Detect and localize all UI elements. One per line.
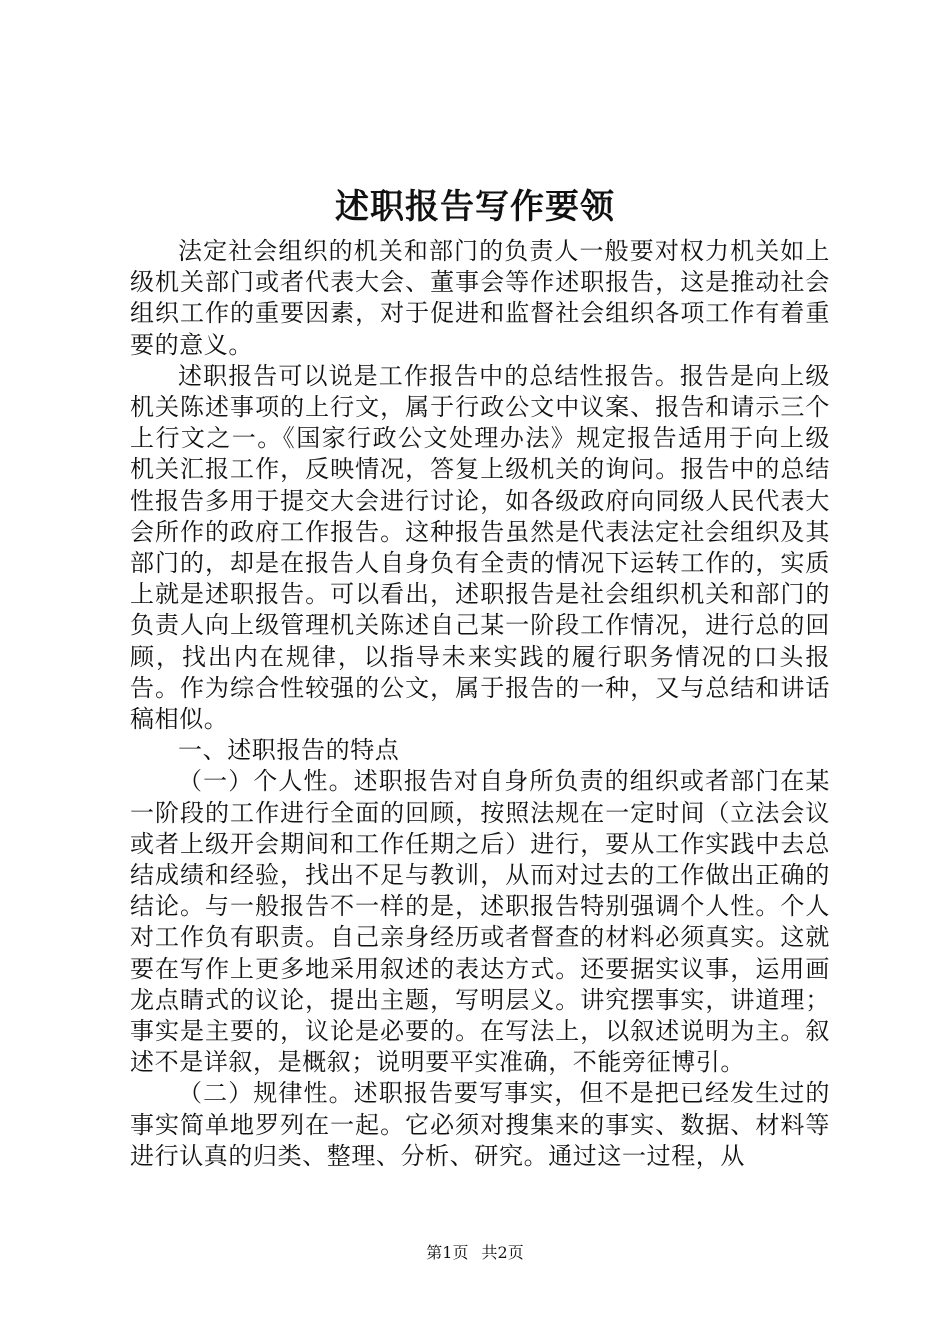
document-title: 述职报告写作要领	[335, 187, 615, 227]
section-heading-features: 一、述职报告的特点	[178, 736, 400, 765]
paragraph-intro: 法定社会组织的机关和部门的负责人一般要对权力机关如上级机关部门或者代表大会、董事会等作述职报告，这是推动社会组织工作的重要因素，对于促进和监督社会组织各项工作有着重要的意义。	[130, 237, 830, 359]
page-total: 共2页	[481, 1243, 524, 1262]
paragraph-personal: （一）个人性。述职报告对自身所负责的组织或者部门在某一阶段的工作进行全面的回顾，按照法规在一定时间（立法会议或者上级开会期间和工作任期之后）进行，要从工作实践中去总结成绩和经验，找出不足与教训，从而对过去的工作做出正确的结论。与一般报告不一样的是，述职报告特别强调个人性。个人对工作负有职责。自己亲身经历或者督查的材料必须真实。这就要在写作上更多地采用叙述的表达方式。还要据实议事，运用画龙点睛式的议论，提出主题，写明层义。讲究摆事实，讲道理；事实是主要的，议论是必要的。在写法上，以叙述说明为主。叙述不是详叙，是概叙；说明要平实准确，不能旁征博引。	[130, 767, 830, 1077]
paragraph-definition: 述职报告可以说是工作报告中的总结性报告。报告是向上级机关陈述事项的上行文，属于行政公文中议案、报告和请示三个上行文之一。《国家行政公文处理办法》规定报告适用于向上级机关汇报工作，反映情况，答复上级机关的询问。报告中的总结性报告多用于提交大会进行讨论，如各级政府向同级人民代表大会所作的政府工作报告。这种报告虽然是代表法定社会组织及其部门的，却是在报告人自身负有全责的情况下运转工作的，实质上就是述职报告。可以看出，述职报告是社会组织机关和部门的负责人向上级管理机关陈述自己某一阶段工作情况，进行总的回顾，找出内在规律，以指导未来实践的履行职务情况的口头报告。作为综合性较强的公文，属于报告的一种，又与总结和讲话稿相似。	[130, 361, 830, 734]
paragraph-regularity: （二）规律性。述职报告要写事实，但不是把已经发生过的事实简单地罗列在一起。它必须对搜集来的事实、数据、材料等进行认真的归类、整理、分析、研究。通过这一过程，从	[130, 1079, 830, 1170]
page-number: 第1页	[426, 1243, 469, 1262]
page-footer	[0, 1242, 950, 1264]
document-body	[130, 236, 830, 1172]
